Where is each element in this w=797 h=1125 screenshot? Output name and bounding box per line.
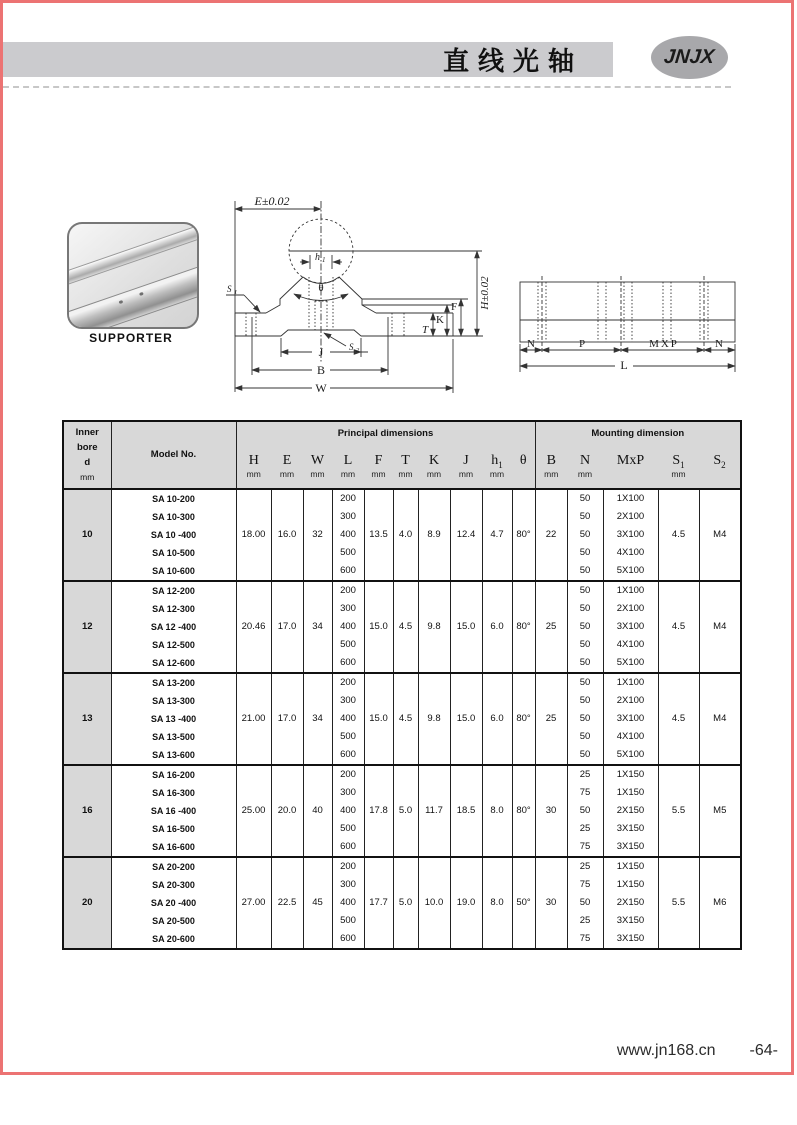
- cell-S2: M4: [699, 581, 741, 673]
- page-number: -64-: [749, 1042, 778, 1059]
- cell-T: 4.0: [393, 489, 418, 581]
- cell-S1: 4.5: [658, 581, 699, 673]
- col-letter-T: T: [393, 446, 418, 470]
- cell-W: 34: [303, 581, 332, 673]
- cell-H: 18.00: [236, 489, 271, 581]
- model-no: SA 16 -400: [150, 806, 197, 816]
- model-no: SA 13-500: [152, 732, 195, 742]
- header-principal-dimensions: Principal dimensions: [236, 421, 535, 446]
- model-no: SA 13-300: [152, 696, 195, 706]
- cell-K: 9.8: [418, 581, 450, 673]
- cell-H: 27.00: [236, 857, 271, 949]
- cell-MxP: 1X100 2X100 3X100 4X100 5X100: [603, 581, 658, 673]
- cell-B: 30: [535, 857, 567, 949]
- unit-K: mm: [418, 470, 450, 489]
- cell-B: 25: [535, 581, 567, 673]
- website-text: www.jn168.cn: [616, 1042, 716, 1059]
- dim-label-P: P: [578, 338, 586, 350]
- model-no: SA 10-300: [152, 512, 195, 522]
- cell-theta: 80°: [512, 673, 535, 765]
- group-row-12: [63, 581, 741, 673]
- dim-label-K: K: [436, 314, 444, 326]
- col-letter-S2: $S_2$: [699, 446, 741, 470]
- cell-H: 25.00: [236, 765, 271, 857]
- cell-J: 15.0: [450, 581, 482, 673]
- col-letter-L: L: [332, 446, 364, 470]
- dim-label-L: L: [620, 358, 628, 372]
- col-letter-S1: $S_1$: [658, 446, 699, 470]
- dim-label-B: B: [316, 363, 326, 377]
- dim-label-F: F: [450, 301, 458, 313]
- unit-J: mm: [450, 470, 482, 489]
- model-no: SA 16-300: [152, 788, 195, 798]
- cell-N: 50 50 50 50 50: [567, 673, 603, 765]
- cell-J: 15.0: [450, 673, 482, 765]
- cell-inner-bore: 12: [63, 581, 111, 673]
- cell-inner-bore: 20: [63, 857, 111, 949]
- model-no: SA 20-500: [152, 916, 195, 926]
- model-no: SA 20 -400: [150, 898, 197, 908]
- unit-S1: mm: [658, 470, 699, 489]
- cell-S1: 4.5: [658, 489, 699, 581]
- cell-h1: 4.7: [482, 489, 512, 581]
- dim-label-H: H±0.02: [479, 276, 491, 310]
- cell-inner-bore: 16: [63, 765, 111, 857]
- dim-label-S2-sub: 2: [356, 347, 360, 354]
- model-no: SA 12-600: [152, 658, 195, 668]
- cell-theta: 80°: [512, 489, 535, 581]
- cell-S2: M4: [699, 489, 741, 581]
- dim-label-S1: S: [227, 284, 232, 294]
- cell-F: 15.0: [364, 673, 393, 765]
- cell-theta: 80°: [512, 581, 535, 673]
- cell-L: 200 300 400 500 600: [332, 765, 364, 857]
- page-title: 直线光轴: [442, 47, 583, 77]
- cell-models: [111, 489, 236, 581]
- table-header-groups: [63, 421, 741, 446]
- unit-MxP: [603, 470, 658, 489]
- cell-h1: 6.0: [482, 581, 512, 673]
- unit-T: mm: [393, 470, 418, 489]
- dim-label-S1-sub: 1: [234, 289, 238, 296]
- cell-E: 17.0: [271, 581, 303, 673]
- dim-label-W: W: [315, 381, 327, 395]
- cell-S1: 4.5: [658, 673, 699, 765]
- cell-h1: 8.0: [482, 765, 512, 857]
- dim-label-E: E±0.02: [254, 194, 290, 208]
- cell-K: 10.0: [418, 857, 450, 949]
- dim-label-N-left: N: [527, 338, 535, 350]
- cell-E: 20.0: [271, 765, 303, 857]
- model-no: SA 12 -400: [150, 622, 197, 632]
- dim-label-J: J: [318, 345, 324, 359]
- cell-L: 200 300 400 500 600: [332, 673, 364, 765]
- cell-S1: 5.5: [658, 857, 699, 949]
- model-no: SA 12-500: [152, 640, 195, 650]
- unit-B: mm: [535, 470, 567, 489]
- cell-E: 22.5: [271, 857, 303, 949]
- cell-N: 50 50 50 50 50: [567, 581, 603, 673]
- cell-F: 17.7: [364, 857, 393, 949]
- cell-L: 200 300 400 500 600: [332, 857, 364, 949]
- unit-theta: [512, 470, 535, 489]
- dim-label-N-right: N: [715, 338, 723, 350]
- cell-H: 20.46: [236, 581, 271, 673]
- cell-W: 45: [303, 857, 332, 949]
- cell-F: 15.0: [364, 581, 393, 673]
- col-letter-F: F: [364, 446, 393, 470]
- cell-J: 19.0: [450, 857, 482, 949]
- cell-theta: 50°: [512, 857, 535, 949]
- cell-N: 50 50 50 50 50: [567, 489, 603, 581]
- cell-models: [111, 857, 236, 949]
- cell-B: 25: [535, 673, 567, 765]
- model-no: SA 16-500: [152, 824, 195, 834]
- unit-h1: mm: [482, 470, 512, 489]
- model-no: SA 20-300: [152, 880, 195, 890]
- dashed-divider: [3, 86, 731, 88]
- cell-B: 30: [535, 765, 567, 857]
- unit-S2: [699, 470, 741, 489]
- cell-J: 12.4: [450, 489, 482, 581]
- cell-L: 200 300 400 500 600: [332, 489, 364, 581]
- product-photo: [67, 222, 199, 329]
- group-row-10: [63, 489, 741, 581]
- cell-T: 5.0: [393, 765, 418, 857]
- cell-S1: 5.5: [658, 765, 699, 857]
- cell-K: 9.8: [418, 673, 450, 765]
- cell-h1: 6.0: [482, 673, 512, 765]
- cell-h1: 8.0: [482, 857, 512, 949]
- cell-E: 17.0: [271, 673, 303, 765]
- model-no: SA 10-500: [152, 548, 195, 558]
- header-inner-bore: Inner bore d mm: [63, 421, 111, 489]
- cell-theta: 80°: [512, 765, 535, 857]
- cell-inner-bore: 10: [63, 489, 111, 581]
- cell-J: 18.5: [450, 765, 482, 857]
- brand-logo: [651, 36, 728, 79]
- group-row-20: [63, 857, 741, 949]
- cell-T: 4.5: [393, 673, 418, 765]
- model-no: SA 13-600: [152, 750, 195, 760]
- cell-W: 40: [303, 765, 332, 857]
- cell-N: 25 75 50 25 75: [567, 765, 603, 857]
- cell-E: 16.0: [271, 489, 303, 581]
- cell-MxP: 1X150 1X150 2X150 3X150 3X150: [603, 765, 658, 857]
- model-no: SA 13-200: [152, 678, 195, 688]
- dim-label-h1-sub: 1: [322, 256, 326, 264]
- cell-models: [111, 673, 236, 765]
- cell-MxP: 1X150 1X150 2X150 3X150 3X150: [603, 857, 658, 949]
- col-letter-MxP: MxP: [603, 446, 658, 470]
- side-view-drawing: [503, 262, 748, 382]
- page-footer: [0, 1042, 778, 1060]
- cell-models: [111, 581, 236, 673]
- dim-label-S2: S: [349, 342, 354, 352]
- col-letter-B: B: [535, 446, 567, 470]
- cell-MxP: 1X100 2X100 3X100 4X100 5X100: [603, 489, 658, 581]
- cell-W: 32: [303, 489, 332, 581]
- cell-W: 34: [303, 673, 332, 765]
- dim-label-h1: h: [315, 252, 320, 263]
- brand-logo-text: JNJX: [663, 46, 716, 68]
- cell-K: 8.9: [418, 489, 450, 581]
- model-no: SA 10 -400: [150, 530, 197, 540]
- cell-S2: M5: [699, 765, 741, 857]
- front-view-drawing: [220, 193, 505, 408]
- cell-F: 17.8: [364, 765, 393, 857]
- cell-S2: M4: [699, 673, 741, 765]
- model-no: SA 20-200: [152, 862, 195, 872]
- col-letter-K: K: [418, 446, 450, 470]
- cell-B: 22: [535, 489, 567, 581]
- cell-T: 5.0: [393, 857, 418, 949]
- cell-K: 11.7: [418, 765, 450, 857]
- dimensions-table: [62, 420, 742, 950]
- col-letter-N: N: [567, 446, 603, 470]
- dim-label-T: T: [421, 324, 429, 336]
- header-model-no: Model No.: [111, 421, 236, 489]
- unit-H: mm: [236, 470, 271, 489]
- model-no: SA 12-300: [152, 604, 195, 614]
- cell-L: 200 300 400 500 600: [332, 581, 364, 673]
- col-letter-theta: θ: [512, 446, 535, 470]
- model-no: SA 16-600: [152, 842, 195, 852]
- col-letter-J: J: [450, 446, 482, 470]
- unit-F: mm: [364, 470, 393, 489]
- group-row-13: [63, 673, 741, 765]
- cell-inner-bore: 13: [63, 673, 111, 765]
- cell-N: 25 75 50 25 75: [567, 857, 603, 949]
- product-photo-label: SUPPORTER: [89, 331, 173, 345]
- unit-E: mm: [271, 470, 303, 489]
- model-no: SA 10-600: [152, 566, 195, 576]
- col-letter-W: W: [303, 446, 332, 470]
- unit-N: mm: [567, 470, 603, 489]
- unit-L: mm: [332, 470, 364, 489]
- col-letter-H: H: [236, 446, 271, 470]
- dim-label-MXP: MXP: [649, 338, 679, 350]
- model-no: SA 13 -400: [150, 714, 197, 724]
- col-letter-h1: $h_1$: [482, 446, 512, 470]
- cell-F: 13.5: [364, 489, 393, 581]
- cell-MxP: 1X100 2X100 3X100 4X100 5X100: [603, 673, 658, 765]
- unit-W: mm: [303, 470, 332, 489]
- header-title-bar: [3, 42, 613, 77]
- model-no: SA 12-200: [152, 586, 195, 596]
- col-letter-E: E: [271, 446, 303, 470]
- dim-label-theta: θ: [318, 282, 324, 294]
- cell-T: 4.5: [393, 581, 418, 673]
- model-no: SA 10-200: [152, 494, 195, 504]
- model-no: SA 20-600: [152, 934, 195, 944]
- header-mounting-dimension: Mounting dimension: [535, 421, 741, 446]
- group-row-16: [63, 765, 741, 857]
- cell-H: 21.00: [236, 673, 271, 765]
- cell-models: [111, 765, 236, 857]
- cell-S2: M6: [699, 857, 741, 949]
- model-no: SA 16-200: [152, 770, 195, 780]
